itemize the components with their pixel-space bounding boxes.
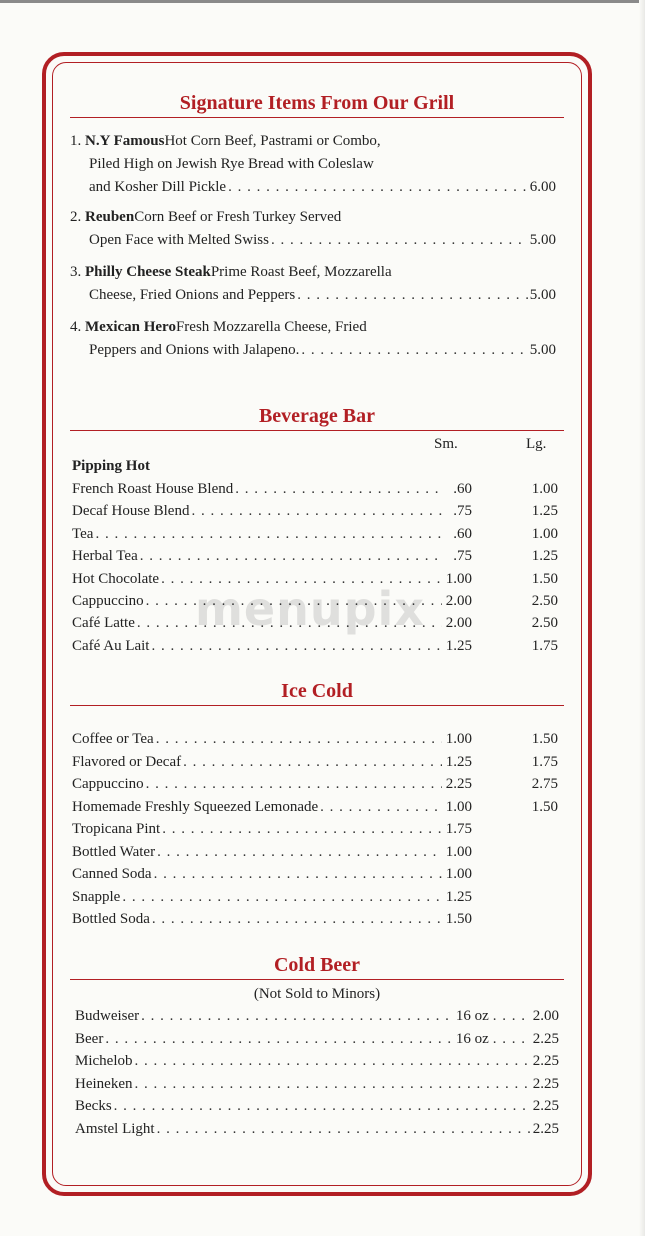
small-price: 1.50: [445, 911, 472, 927]
beer-name: Budweiser: [75, 1008, 140, 1024]
beer-name: Heineken: [75, 1075, 133, 1092]
dot-leader: [134, 1073, 530, 1095]
menu-row: [72, 612, 472, 634]
large-price: 1.00: [531, 481, 558, 497]
beer-price: 2.25: [532, 1075, 559, 1092]
dot-leader: [152, 908, 442, 930]
large-price: 2.50: [531, 593, 558, 609]
watermark: menupix: [195, 582, 425, 636]
small-price: 1.00: [445, 866, 472, 882]
small-price: 1.25: [445, 888, 472, 905]
item-name: Cappuccino: [72, 593, 144, 609]
large-column-header: Lg.: [526, 436, 547, 452]
menu-row: [72, 751, 472, 773]
beer-rule: [70, 979, 564, 980]
dot-leader: [157, 841, 442, 863]
item-name: Bottled Water: [72, 843, 156, 860]
dot-leader: [157, 1118, 531, 1140]
dot-leader: [122, 886, 442, 908]
beer-name: Amstel Light: [75, 1121, 155, 1137]
large-price: 1.75: [531, 637, 558, 654]
beer-price: 2.25: [532, 1053, 559, 1070]
beer-row: [75, 1118, 559, 1140]
beer-section-title: Cold Beer: [273, 954, 361, 976]
dot-leader: [146, 590, 442, 612]
dot-leader: [191, 500, 442, 522]
large-price: 1.00: [531, 525, 558, 542]
beer-name: Michelob: [75, 1053, 133, 1070]
small-price: 2.25: [445, 776, 472, 792]
small-price: 1.25: [445, 637, 472, 654]
dot-leader: [154, 863, 442, 885]
dot-leader: [114, 1095, 531, 1117]
menu-row: [72, 500, 472, 522]
menu-row: [72, 818, 472, 840]
dot-leader: [161, 568, 442, 590]
beer-row: [75, 1050, 559, 1072]
beer-price: 2.25: [532, 1030, 559, 1047]
menu-row: [72, 728, 472, 750]
small-price: .75: [453, 548, 472, 565]
beer-row: [75, 1005, 559, 1027]
beer-price: 2.25: [532, 1121, 559, 1137]
item-name: Flavored or Decaf: [72, 753, 182, 770]
beer-name: Beer: [75, 1030, 104, 1047]
small-price: 1.00: [445, 731, 472, 747]
beer-price: 2.25: [532, 1098, 559, 1115]
menu-row: [72, 863, 472, 885]
large-price: 1.75: [531, 753, 558, 770]
small-price: 2.00: [445, 615, 472, 632]
small-price: 1.00: [445, 798, 472, 815]
item-name: Decaf House Blend: [72, 503, 190, 520]
large-price: 1.25: [531, 503, 558, 520]
menu-row: [72, 841, 472, 863]
item-name: Snapple: [72, 888, 121, 905]
beer-age-note: (Not Sold to Minors): [253, 986, 381, 1002]
beer-row: [75, 1095, 559, 1117]
dot-leader: [493, 1028, 531, 1050]
dot-leader: [493, 1005, 531, 1027]
dot-leader: [105, 1028, 454, 1050]
signature-rule: [70, 117, 564, 118]
dot-leader: [162, 818, 442, 840]
item-name: Coffee or Tea: [72, 731, 154, 747]
dot-leader: [141, 1005, 454, 1027]
item-name: Canned Soda: [72, 866, 152, 882]
menu-row: [72, 568, 472, 590]
item-name: Tropicana Pint: [72, 821, 161, 837]
menu-row: [72, 590, 472, 612]
dot-leader: [151, 635, 442, 657]
dot-leader: [235, 478, 442, 500]
menu-row: [72, 886, 472, 908]
menu-row: [72, 773, 472, 795]
small-price: .75: [453, 503, 472, 520]
menu-row: [72, 796, 472, 818]
ice-cold-section-title: Ice Cold: [281, 680, 353, 702]
small-price: 1.00: [445, 843, 472, 860]
small-price: .60: [453, 525, 472, 542]
small-price: 1.00: [445, 570, 472, 587]
dot-leader: [95, 523, 442, 545]
item-name: Homemade Freshly Squeezed Lemonade: [72, 798, 319, 815]
beer-price: 2.00: [532, 1008, 559, 1024]
dot-leader: [183, 751, 442, 773]
item-name: Hot Chocolate: [72, 570, 160, 587]
large-price: 1.50: [531, 731, 558, 747]
small-price: 1.25: [445, 753, 472, 770]
dot-leader: [146, 773, 442, 795]
signature-item-4: 4. Mexican Hero Fresh Mozzarella Cheese, Fried Peppers and Onions with Jalapeno. . . . 5.00: [70, 316, 556, 362]
large-price: 2.50: [531, 615, 558, 632]
signature-item-3: 3. Philly Cheese Steak Prime Roast Beef, Mozzarella Cheese, Fried Onions and Peppers . . . 5.00: [70, 261, 556, 307]
large-price: 1.50: [531, 798, 558, 815]
signature-section-title: Signature Items From Our Grill: [179, 92, 455, 114]
page-top-edge: [0, 0, 645, 3]
menu-row: [72, 523, 472, 545]
item-name: Tea: [72, 525, 94, 542]
dot-leader: [320, 796, 442, 818]
small-column-header: Sm.: [434, 436, 458, 452]
dot-leader: [140, 545, 442, 567]
beer-size: 16 oz: [455, 1008, 489, 1024]
menu-row: [72, 908, 472, 930]
large-price: 1.50: [531, 570, 558, 587]
small-price: 2.00: [445, 593, 472, 609]
beverage-rule: [70, 430, 564, 431]
signature-item-2: 2. Reuben Corn Beef or Fresh Turkey Served Open Face with Melted Swiss . . . 5.00: [70, 206, 556, 252]
beer-name: Becks: [75, 1098, 112, 1115]
item-name: Herbal Tea: [72, 548, 138, 565]
item-name: Café Au Lait: [72, 637, 150, 654]
beverage-section-title: Beverage Bar: [258, 405, 376, 427]
large-price: 1.25: [531, 548, 558, 565]
item-name: Café Latte: [72, 615, 135, 632]
large-price: 2.75: [531, 776, 558, 792]
dot-leader: [137, 612, 442, 634]
beer-size: 16 oz: [455, 1030, 489, 1047]
signature-item-1: 1. N.Y Famous Hot Corn Beef, Pastrami or Combo, Piled High on Jewish Rye Bread with Coleslaw and Kosher Dill Pickle . . . 6.00: [70, 130, 556, 199]
menu-row: [72, 545, 472, 567]
small-price: .60: [453, 481, 472, 497]
small-price: 1.75: [445, 821, 472, 837]
item-name: Cappuccino: [72, 776, 144, 792]
ice-cold-rule: [70, 705, 564, 706]
beer-row: [75, 1073, 559, 1095]
menu-row: [72, 478, 472, 500]
item-name: French Roast House Blend: [72, 481, 234, 497]
item-name: Bottled Soda: [72, 911, 150, 927]
dot-leader: [135, 1050, 531, 1072]
menu-row: [72, 635, 472, 657]
dot-leader: [156, 728, 442, 750]
hot-subheading: Pipping Hot: [72, 458, 150, 474]
page-right-shadow: [639, 0, 645, 1236]
beer-row: [75, 1028, 559, 1050]
